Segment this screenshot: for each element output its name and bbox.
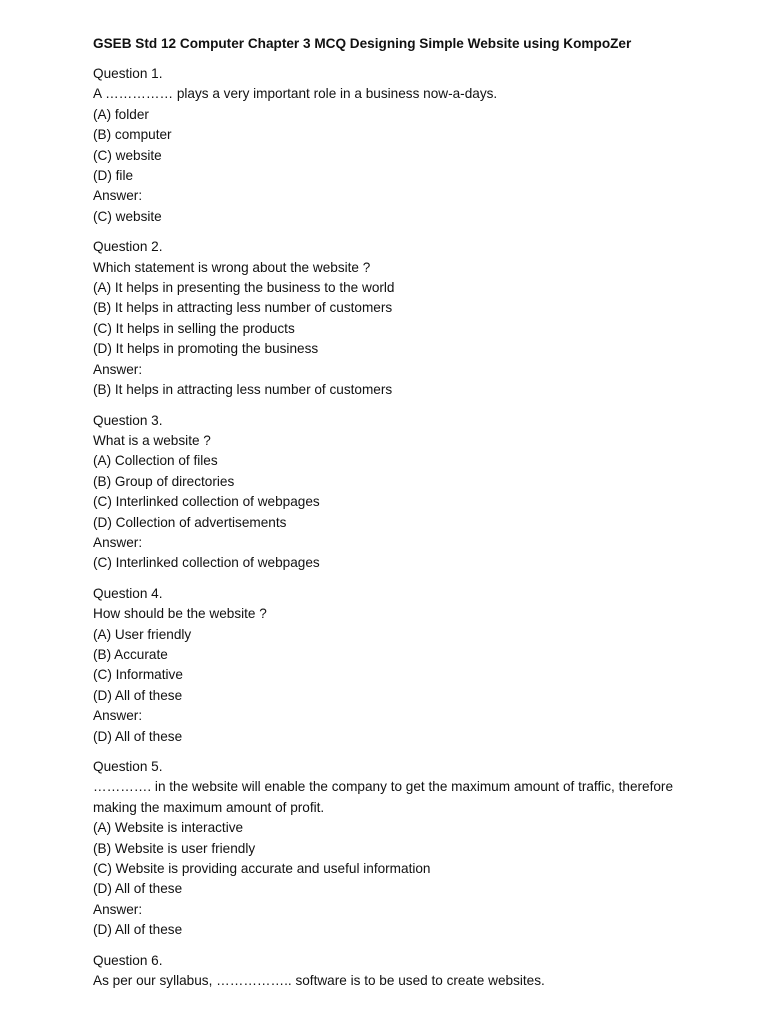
answer-text: (D) All of these — [93, 922, 183, 938]
question-text: What is a website ? — [93, 432, 211, 448]
answer-label: Answer: — [93, 534, 143, 550]
question-label: Question 5. — [93, 759, 163, 774]
option-c: (C) Informative — [93, 667, 183, 683]
question-block-3 — [93, 411, 708, 574]
option-d: (D) file — [93, 168, 134, 184]
question-text: A …………… plays a very important role in a business now-a-days. — [93, 86, 498, 102]
question-label: Question 4. — [93, 585, 163, 601]
option-a: (A) folder — [93, 106, 149, 122]
question-block-6 — [93, 951, 708, 992]
answer-text: (C) website — [93, 208, 162, 224]
answer-label: Answer: — [93, 708, 143, 724]
option-a: (A) User friendly — [93, 626, 192, 642]
answer-text: (C) Interlinked collection of webpages — [93, 555, 320, 571]
option-c: (C) It helps in selling the products — [93, 320, 295, 336]
question-label: Question 2. — [93, 239, 163, 255]
question-block-4 — [93, 584, 708, 747]
option-c: (C) website — [93, 147, 162, 163]
question-label: Question 6. — [93, 952, 163, 968]
option-b: (B) Website is user friendly — [93, 840, 256, 856]
answer-text: (B) It helps in attracting less number of customers — [93, 382, 393, 398]
option-d: (D) All of these — [93, 881, 183, 897]
option-b: (B) It helps in attracting less number of customers — [93, 300, 393, 316]
answer-label: Answer: — [93, 361, 143, 377]
question-label: Question 1. — [93, 66, 163, 81]
question-block-5 — [93, 757, 708, 941]
option-d: (D) All of these — [93, 687, 183, 703]
option-d: (D) It helps in promoting the business — [93, 341, 319, 357]
option-c: (C) Website is providing accurate and useful information — [93, 861, 431, 877]
answer-label: Answer: — [93, 188, 143, 204]
page-title: GSEB Std 12 Computer Chapter 3 MCQ Designing Simple Website using KompoZer — [93, 36, 632, 51]
question-text: How should be the website ? — [93, 606, 267, 622]
answer-label: Answer: — [93, 901, 143, 917]
option-d: (D) Collection of advertisements — [93, 514, 287, 530]
question-text: …………. in the website will enable the company to get the maximum amount of traffic, therefore making the maximum amount of profit. — [93, 779, 674, 815]
option-b: (B) Group of directories — [93, 473, 235, 489]
option-a: (A) It helps in presenting the business to the world — [93, 280, 395, 296]
question-text: Which statement is wrong about the website ? — [93, 259, 371, 275]
option-a: (A) Website is interactive — [93, 820, 244, 836]
answer-text: (D) All of these — [93, 728, 183, 744]
option-b: (B) Accurate — [93, 646, 168, 662]
question-block-2 — [93, 237, 708, 400]
option-c: (C) Interlinked collection of webpages — [93, 494, 320, 510]
question-block-1 — [93, 64, 708, 227]
option-a: (A) Collection of files — [93, 453, 218, 469]
option-b: (B) computer — [93, 127, 172, 143]
question-text: As per our syllabus, …………….. software is to be used to create websites. — [93, 973, 545, 989]
question-label: Question 3. — [93, 412, 163, 428]
